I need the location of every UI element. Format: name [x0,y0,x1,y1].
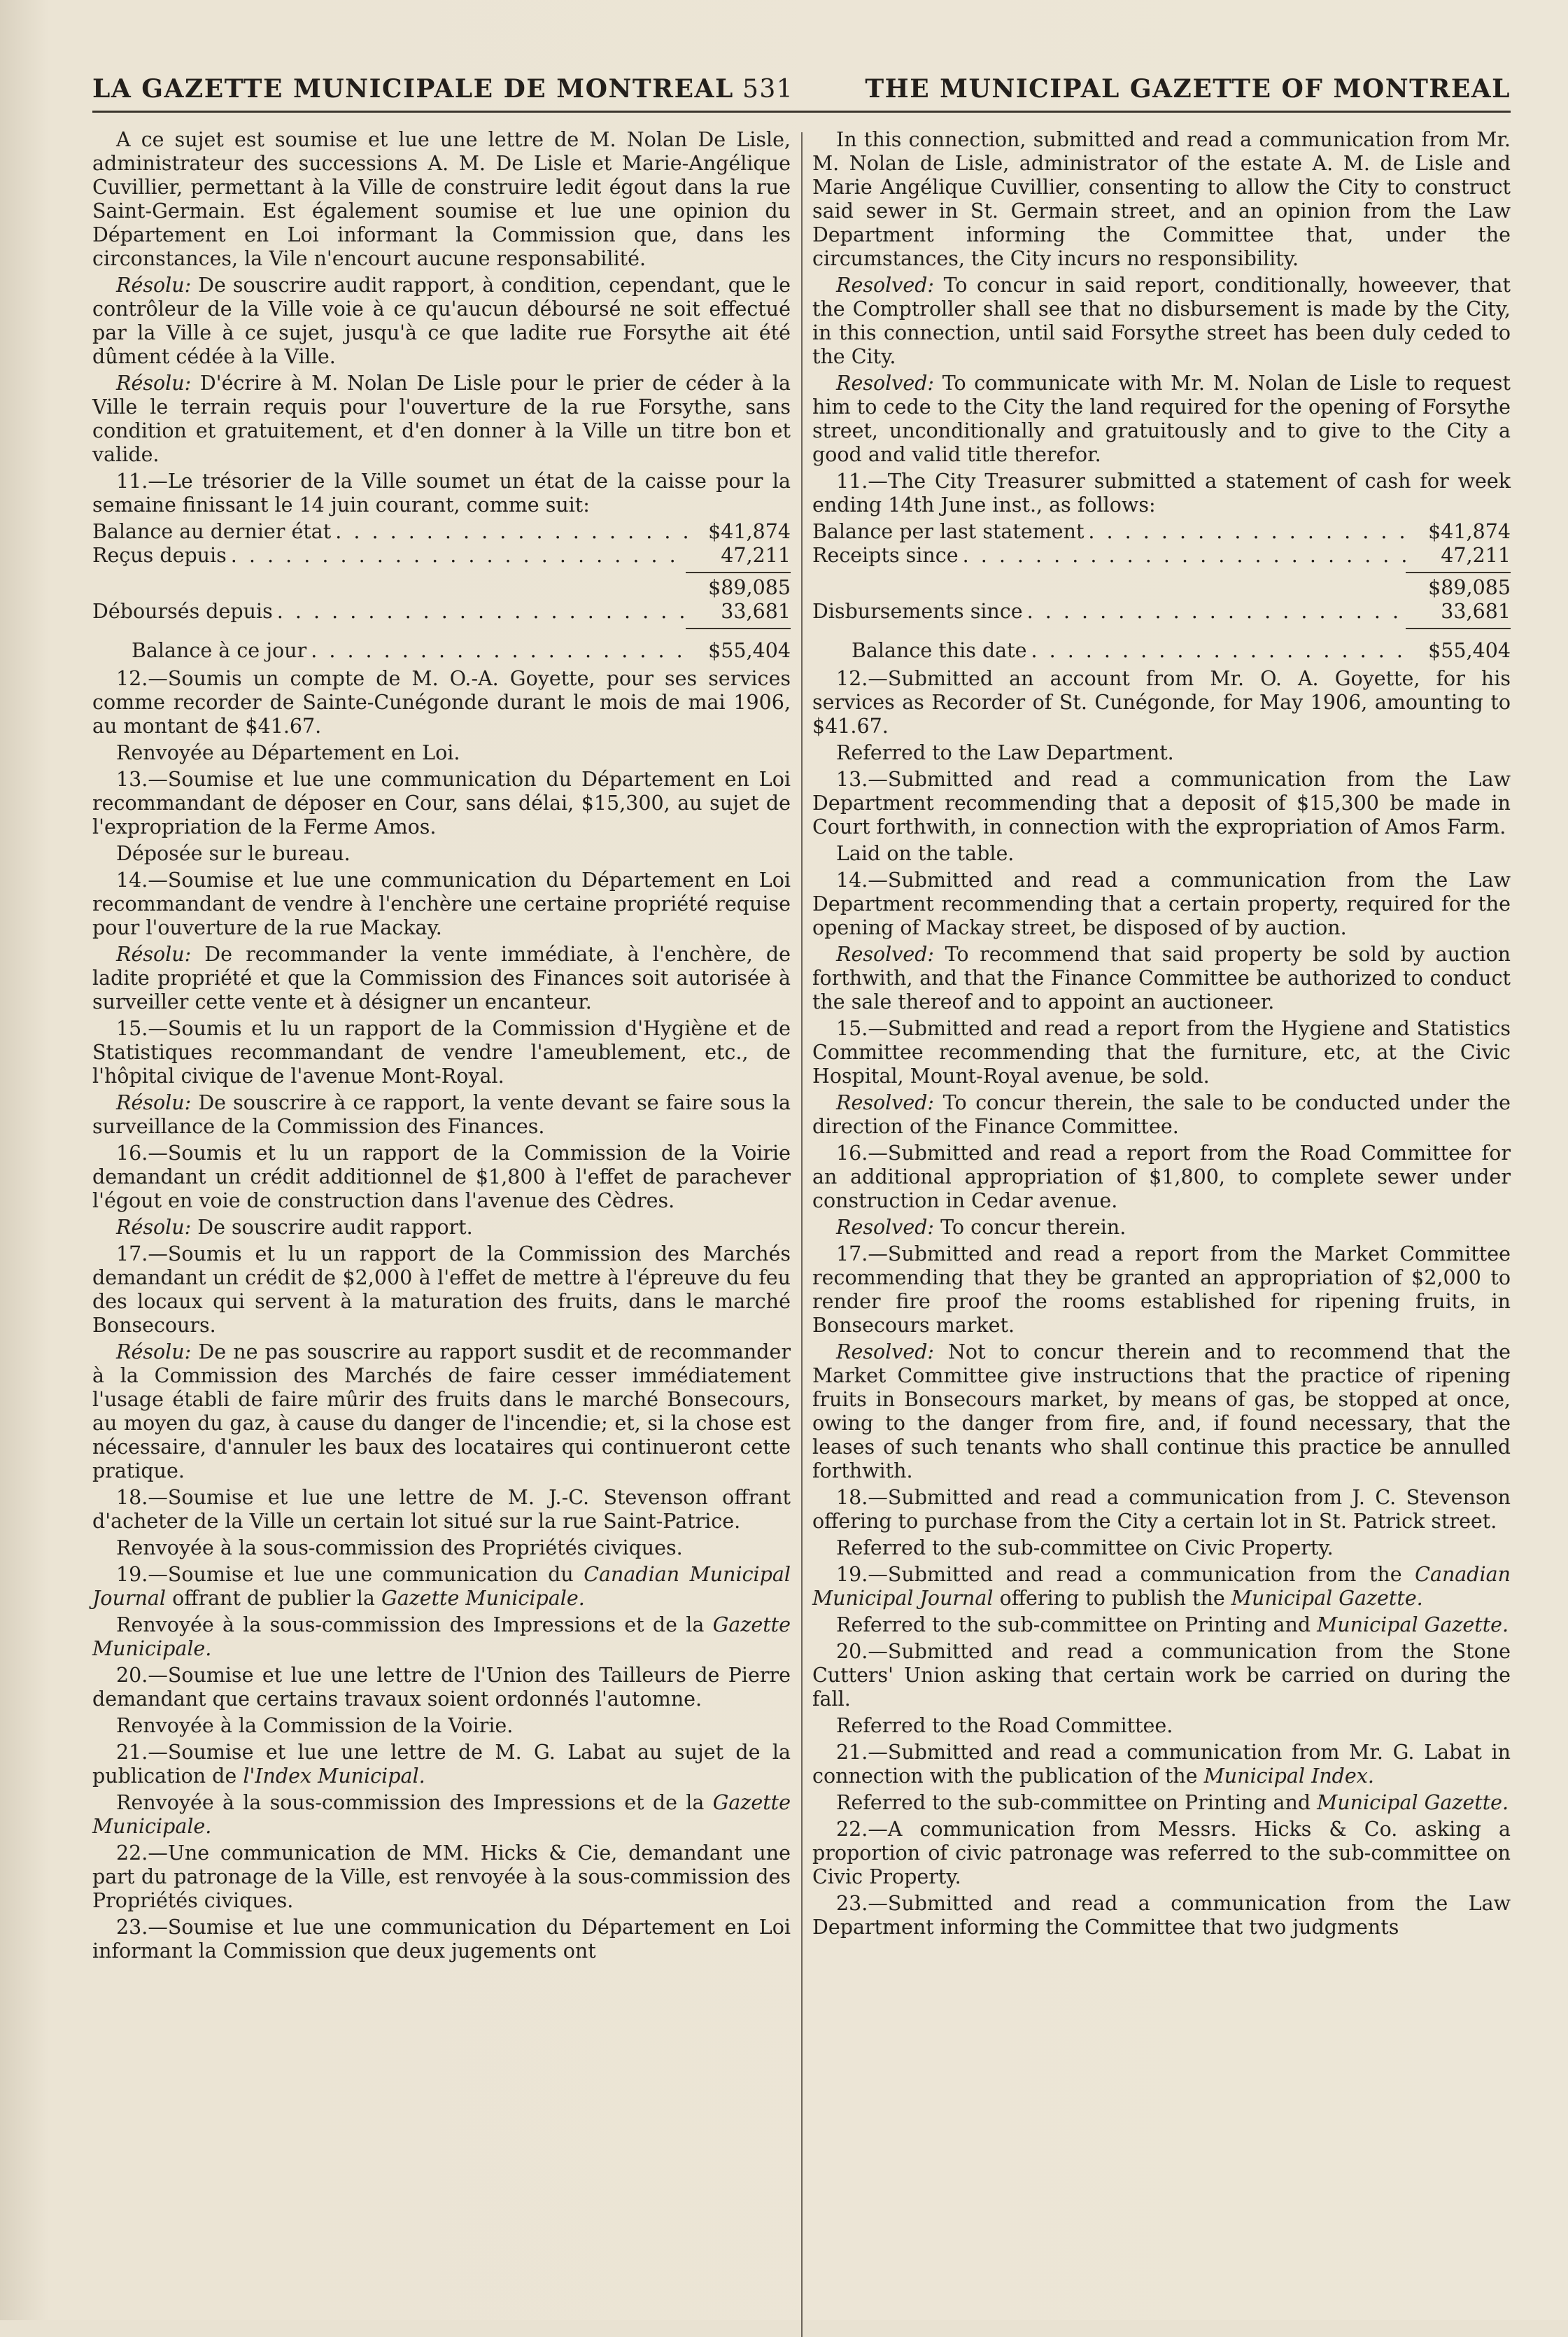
statement-row: Balance per last statement . . . $41,874 [812,520,1511,544]
paragraph: 22.—A communication from Messrs. Hicks & Co. asking a proportion of civic patronage was referred to the sub-committee on Civic Property. [812,1818,1511,1888]
paragraph: 19.—Soumise et lue une communication du Canadian Municipal Journal offrant de publier la Gazette Municipale. [92,1563,791,1610]
paragraph: 19.—Submitted and read a communication from the Canadian Municipal Journal offering to publish the Municipal Gazette. [812,1563,1511,1610]
paragraph: 16.—Soumis et lu un rapport de la Commission de la Voirie demandant un crédit additionnel de $1,800 à l'effet de parachever l'égout en voie de construction dans l'avenue des Cèdres. [92,1142,791,1212]
paragraph: 17.—Soumis et lu un rapport de la Commission des Marchés demandant un crédit de $2,000 à l'effet de mettre à l'épreuve du feu des locaux qui servent à la maturation des fruits, dans le marché Bonsecours. [92,1242,791,1337]
paragraph: 15.—Soumis et lu un rapport de la Commission d'Hygiène et de Statistiques recommandant de vendre l'ameublement, etc., de l'hôpital civique de l'avenue Mont-Royal. [92,1017,791,1088]
resolution-label: Résolu: [116,1091,192,1114]
resolution-label: Resolved: [836,1216,935,1239]
statement-row: Disbursements since . . . 33,681 [812,600,1511,624]
paragraph: 12.—Submitted an account from Mr. O. A. Goyette, for his services as Recorder of St. Cunégonde, for May 1906, amounting to $41.67. [812,667,1511,738]
resolution-label: Resolved: [836,1340,935,1363]
paragraph: 22.—Une communication de MM. Hicks & Cie, demandant une part du patronage de la Ville, est renvoyée à la sous-commission des Propriétés civiques. [92,1841,791,1912]
paragraph: 14.—Soumise et lue une communication du Département en Loi recommandant de vendre à l'enchère une certaine propriété requise pour l'ouverture de la rue Mackay. [92,869,791,939]
paragraph: 18.—Submitted and read a communication from J. C. Stevenson offering to purchase from the City a certain lot in St. Patrick street. [812,1486,1511,1533]
statement-row: Balance this date . . . $55,404 [812,639,1511,663]
sum-rule [1406,628,1511,629]
sum-rule [686,628,791,629]
paragraph: Résolu: De souscrire à ce rapport, la vente devant se faire sous la surveillance de la Commission des Finances. [92,1091,791,1138]
paragraph: Referred to the sub-committee on Printing and Municipal Gazette. [836,1613,1509,1636]
column-divider [801,132,803,2337]
statement-row: Balance à ce jour . . . $55,404 [92,639,791,663]
paragraph: Resolved: To concur in said report, conditionally, howeever, that the Comptroller shall see that no disbursement is made by the City, in this connection, until said Forsythe street has been duly ceded to the City. [812,274,1511,368]
paragraph: Referred to the sub-committee on Printing and Municipal Gazette. [836,1791,1509,1814]
paragraph: Résolu: De souscrire audit rapport. [116,1216,473,1239]
resolution-label: Résolu: [116,943,192,966]
resolution-label: Résolu: [116,274,192,297]
paragraph: 13.—Soumise et lue une communication du Département en Loi recommandant de déposer en Cour, sans délai, $15,300, au sujet de l'expropriation de la Ferme Amos. [92,768,791,838]
resolution-label: Resolved: [836,274,935,297]
paragraph: 21.—Soumise et lue une lettre de M. G. Labat au sujet de la publication de l'Index Municipal. [92,1741,791,1788]
resolution-label: Resolved: [836,943,935,966]
paragraph: Résolu: D'écrire à M. Nolan De Lisle pour le prier de céder à la Ville le terrain requis pour l'ouverture de la rue Forsythe, sans condition et gratuitement, et d'en donner à la Ville un titre bon et valide. [92,372,791,466]
cash-statement [812,520,1511,663]
paragraph: Resolved: To communicate with Mr. M. Nolan de Lisle to request him to cede to the City the land required for the opening of Forsythe street, unconditionally and gratuitously and to give to the City a good and valid title therefor. [812,372,1511,466]
resolution-label: Resolved: [836,372,935,395]
paragraph: 16.—Submitted and read a report from the Road Committee for an additional appropriation of $1,800, to complete sewer under construction in Cedar avenue. [812,1142,1511,1212]
paragraph: Renvoyée à la sous-commission des Propriétés civiques. [116,1536,683,1559]
paragraph: 20.—Soumise et lue une lettre de l'Union des Tailleurs de Pierre demandant que certains travaux soient ordonnés l'automne. [92,1664,791,1711]
header-title-english: THE MUNICIPAL GAZETTE OF MONTREAL [865,74,1511,104]
cash-statement [92,520,791,663]
paragraph: Résolu: De recommander la vente immédiate, à l'enchère, de ladite propriété et que la Commission des Finances soit autorisée à surveiller cette vente et à désigner un encanteur. [92,943,791,1013]
two-column-body [92,128,1511,2337]
paragraph: Resolved: To concur therein, the sale to be conducted under the direction of the Finance Committee. [812,1091,1511,1138]
resolution-label: Résolu: [116,1216,192,1239]
paragraph: 20.—Submitted and read a communication from the Stone Cutters' Union asking that certain work be carried on during the fall. [812,1640,1511,1711]
header-rule [92,111,1511,113]
page-number: 531 [742,75,794,104]
paragraph: Resolved: To recommend that said property be sold by auction forthwith, and that the Finance Committee be authorized to conduct the sale thereof and to appoint an auctioneer. [812,943,1511,1013]
paragraph: A ce sujet est soumise et lue une lettre de M. Nolan De Lisle, administrateur des successions A. M. De Lisle et Marie-Angélique Cuvillier, permettant à la Ville de construire ledit égout dans la rue Saint-Germain. Est également soumise et lue une opinion du Département en Loi informant la Commission que, dans les circonstances, la Vile n'encourt aucune responsabilité. [92,128,791,270]
paragraph: Renvoyée au Département en Loi. [116,741,460,764]
english-column [812,128,1511,2337]
statement-subtotal: $89,085 [1428,576,1511,599]
paragraph: Referred to the sub-committee on Civic Property. [836,1536,1334,1559]
resolution-label: Resolved: [836,1091,935,1114]
paragraph: 23.—Submitted and read a communication from the Law Department informing the Committee that two judgments [812,1892,1511,1939]
paragraph: 21.—Submitted and read a communication from Mr. G. Labat in connection with the publication of the Municipal Index. [812,1741,1511,1788]
statement-subtotal: $89,085 [708,576,791,599]
paragraph: 13.—Submitted and read a communication from the Law Department recommending that a deposit of $15,300 be made in Court forthwith, in connection with the expropriation of Amos Farm. [812,768,1511,838]
paragraph: 12.—Soumis un compte de M. O.-A. Goyette, pour ses services comme recorder de Sainte-Cunégonde durant le mois de mai 1906, au montant de $41.67. [92,667,791,738]
paragraph: 11.—The City Treasurer submitted a statement of cash for week ending 14th June inst., as follows: [812,470,1511,517]
paragraph: Résolu: De ne pas souscrire au rapport susdit et de recommander à la Commission des Marchés de faire cesser immédiatement l'usage établi de faire mûrir des fruits dans le marché Bonsecours, au moyen du gaz, à cause du danger de l'incendie; et, si la chose est nécessaire, d'annuler les baux des locataires qui continueront cette pratique. [92,1340,791,1482]
paragraph: 17.—Submitted and read a report from the Market Committee recommending that they be granted an appropriation of $2,000 to render fire proof the rooms established for ripening fruits, in Bonsecours market. [812,1242,1511,1337]
resolution-label: Résolu: [116,1340,192,1363]
resolution-label: Résolu: [116,372,192,395]
paragraph: Resolved: Not to concur therein and to recommend that the Market Committee give instructions that the practice of ripening fruits in Bonsecours market, by means of gas, be stopped at once, owing to the danger from fire, and, if found necessary, that the leases of such tenants who shall continue this practice be annulled forthwith. [812,1340,1511,1482]
statement-row: Receipts since . . . 47,211 [812,544,1511,568]
paragraph: Résolu: De souscrire audit rapport, à condition, cependant, que le contrôleur de la Ville voie à ce qu'aucun déboursé ne soit effectué par la Ville à ce sujet, jusqu'à ce que ladite rue Forsythe ait été dûment cédée à la Ville. [92,274,791,368]
paragraph: Renvoyée à la sous-commission des Impressions et de la Gazette Municipale. [92,1791,791,1838]
paragraph: 15.—Submitted and read a report from the Hygiene and Statistics Committee recommending that the furniture, etc, at the Civic Hospital, Mount-Royal avenue, be sold. [812,1017,1511,1088]
paragraph: Resolved: To concur therein. [836,1216,1126,1239]
paragraph: Renvoyée à la sous-commission des Impressions et de la Gazette Municipale. [92,1613,791,1660]
paragraph: 18.—Soumise et lue une lettre de M. J.-C. Stevenson offrant d'acheter de la Ville un certain lot situé sur la rue Saint-Patrice. [92,1486,791,1533]
paragraph: Déposée sur le bureau. [116,842,351,865]
paragraph: Laid on the table. [836,842,1015,865]
french-column [92,128,791,2337]
paragraph: 11.—Le trésorier de la Ville soumet un état de la caisse pour la semaine finissant le 14 juin courant, comme suit: [92,470,791,517]
paragraph: Referred to the Road Committee. [836,1714,1173,1737]
paragraph: 14.—Submitted and read a communication from the Law Department recommending that a certain property, required for the opening of Mackay street, be disposed of by auction. [812,869,1511,939]
header-title-french: LA GAZETTE MUNICIPALE DE MONTREAL [92,74,734,104]
paragraph: Renvoyée à la Commission de la Voirie. [116,1714,514,1737]
page-header [92,62,1511,104]
paragraph: 23.—Soumise et lue une communication du Département en Loi informant la Commission que deux jugements ont [92,1916,791,1963]
statement-row: Déboursés depuis . . . 33,681 [92,600,791,624]
paragraph: In this connection, submitted and read a communication from Mr. M. Nolan de Lisle, administrator of the estate A. M. de Lisle and Marie Angélique Cuvillier, consenting to allow the City to construct said sewer in St. Germain street, and an opinion from the Law Department informing the Committee that, under the circumstances, the City incurs no responsibility. [812,128,1511,270]
statement-row: Balance au dernier état . . . $41,874 [92,520,791,544]
paragraph: Referred to the Law Department. [836,741,1174,764]
statement-row: Reçus depuis . . . 47,211 [92,544,791,568]
